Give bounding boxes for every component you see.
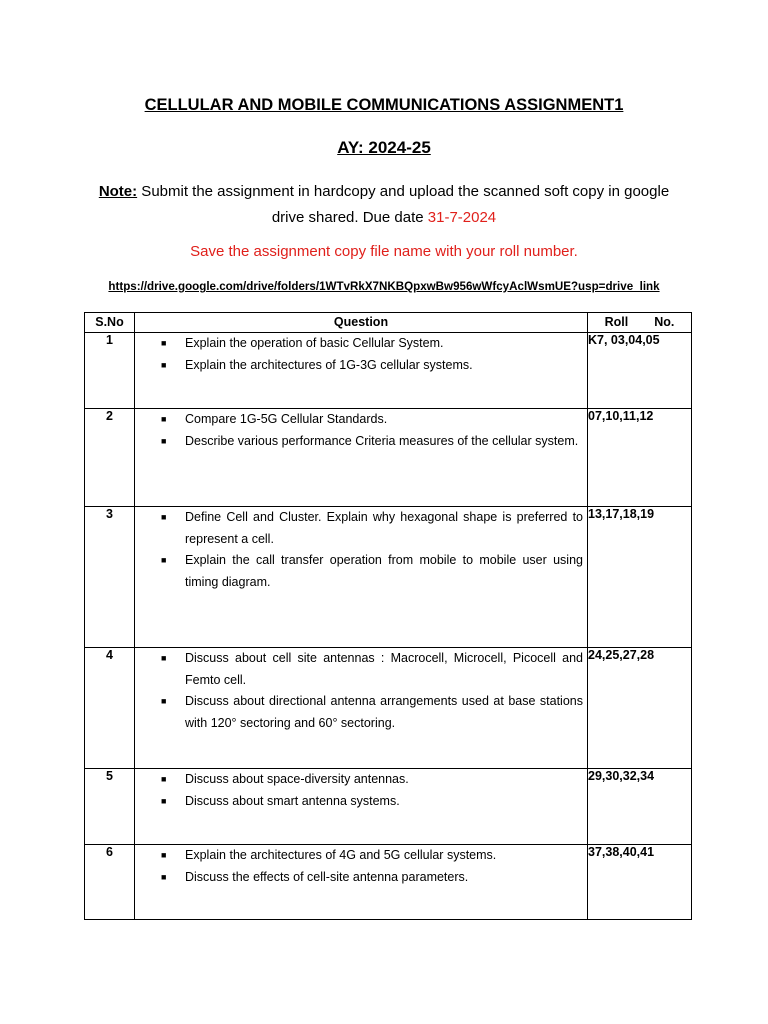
question-item	[135, 691, 583, 734]
question-text: Discuss about smart antenna systems.	[185, 793, 400, 808]
question-item	[135, 409, 583, 431]
question-text: Define Cell and Cluster. Explain why hexagonal shape is preferred to represent a cell.	[185, 510, 583, 546]
question-text: Discuss about space-diversity antennas.	[185, 772, 409, 786]
bullet-icon: ■	[161, 359, 167, 370]
save-instruction: Save the assignment copy file name with your roll number.	[190, 243, 578, 260]
note-paragraph	[84, 179, 684, 231]
page-title: CELLULAR AND MOBILE COMMUNICATIONS ASSIGNMENT1	[144, 96, 624, 114]
question-item	[135, 507, 583, 550]
bullet-icon: ■	[161, 774, 167, 784]
due-date: 31-7-2024	[427, 209, 497, 226]
header-sno: S.No	[85, 313, 135, 333]
question-text: Describe various performance Criteria measures of the cellular system.	[185, 433, 579, 448]
note-label: Note:	[98, 183, 138, 200]
row-questions	[135, 333, 588, 409]
question-item	[135, 550, 583, 593]
question-item	[135, 845, 583, 867]
bullet-icon: ■	[161, 696, 167, 706]
question-text: Discuss the effects of cell-site antenna parameters.	[185, 869, 469, 884]
row-sno: 1	[85, 333, 135, 409]
question-item	[135, 791, 583, 813]
bullet-icon: ■	[161, 414, 167, 424]
table-row	[85, 409, 692, 507]
bullet-icon: ■	[161, 555, 167, 565]
table-row	[85, 845, 692, 920]
row-roll-numbers: 37,38,40,41	[588, 845, 692, 920]
table-row	[85, 648, 692, 769]
row-questions	[135, 648, 588, 769]
drive-link[interactable]: https://drive.google.com/drive/folders/1WTvRkX7NKBQpxwBw956wWfcyAclWsmUE?usp=drive_link	[108, 280, 660, 293]
row-roll-numbers: 07,10,11,12	[588, 409, 692, 507]
note-text: Submit the assignment in hardcopy and upload the scanned soft copy in google drive shared. Due date	[137, 183, 670, 226]
table-header-row	[85, 313, 692, 333]
question-text: Compare 1G-5G Cellular Standards.	[185, 412, 388, 426]
question-item	[135, 431, 583, 453]
question-item	[135, 648, 583, 691]
row-roll-numbers: 29,30,32,34	[588, 769, 692, 845]
row-sno: 4	[85, 648, 135, 769]
row-sno: 2	[85, 409, 135, 507]
question-text: Explain the architectures of 1G-3G cellular systems.	[185, 357, 473, 372]
question-text: Explain the call transfer operation from mobile to mobile user using timing diagram.	[185, 553, 583, 589]
row-sno: 6	[85, 845, 135, 920]
question-text: Explain the operation of basic Cellular System.	[185, 336, 444, 350]
bullet-icon: ■	[161, 850, 167, 860]
bullet-icon: ■	[161, 871, 167, 882]
row-questions	[135, 409, 588, 507]
table-row	[85, 769, 692, 845]
row-questions	[135, 845, 588, 920]
bullet-icon: ■	[161, 338, 167, 348]
question-text: Explain the architectures of 4G and 5G cellular systems.	[185, 848, 497, 862]
row-roll-numbers: K7, 03,04,05	[588, 333, 692, 409]
academic-year: AY: 2024-25	[337, 138, 431, 157]
header-question: Question	[135, 313, 588, 333]
header-roll-label: Roll	[604, 315, 629, 329]
row-sno: 3	[85, 507, 135, 648]
row-questions	[135, 507, 588, 648]
row-roll-numbers: 13,17,18,19	[588, 507, 692, 648]
question-text: Discuss about cell site antennas : Macrocell, Microcell, Picocell and Femto cell.	[185, 651, 583, 687]
question-item	[135, 769, 583, 791]
row-questions	[135, 769, 588, 845]
table-row	[85, 507, 692, 648]
table-row	[85, 333, 692, 409]
question-item	[135, 355, 583, 377]
assignment-table	[84, 312, 692, 920]
row-sno: 5	[85, 769, 135, 845]
header-no-label: No.	[654, 315, 675, 329]
bullet-icon: ■	[161, 435, 167, 446]
bullet-icon: ■	[161, 653, 167, 663]
header-roll-no	[588, 313, 692, 333]
bullet-icon: ■	[161, 795, 167, 806]
question-item	[135, 333, 583, 355]
bullet-icon: ■	[161, 512, 167, 522]
row-roll-numbers: 24,25,27,28	[588, 648, 692, 769]
question-text: Discuss about directional antenna arrangements used at base stations with 120° sectoring and 60° sectoring.	[185, 694, 583, 730]
question-item	[135, 867, 583, 889]
